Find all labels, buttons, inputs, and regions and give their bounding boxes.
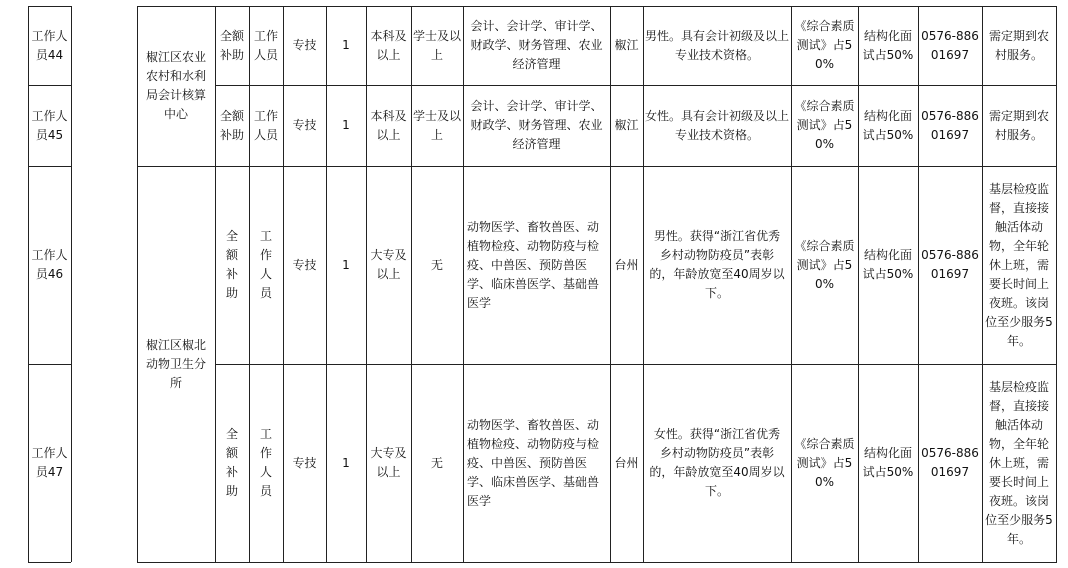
hukou-cell: 椒江 — [614, 118, 639, 132]
funding-cell: 全额补助 — [225, 427, 238, 498]
interview-cell: 结构化面试占50% — [862, 28, 914, 62]
major-cell: 会计、会计学、审计学、财政学、财务管理、农业经济管理 — [470, 99, 603, 151]
interview-cell: 结构化面试占50% — [862, 108, 914, 142]
grid-line — [249, 6, 250, 562]
grid-line — [1056, 6, 1057, 562]
post-class-cell: 专技 — [292, 257, 317, 272]
grid-line — [215, 85, 1057, 86]
grid-line — [137, 6, 138, 562]
major-cell: 会计、会计学、审计学、财政学、财务管理、农业经济管理 — [470, 19, 603, 71]
count-cell: 1 — [342, 118, 350, 132]
requirements-cell: 女性。具有会计初级及以上专业技术资格。 — [645, 108, 790, 142]
position-cell: 工作人员46 — [31, 248, 68, 281]
grid-line — [326, 6, 327, 562]
written-exam-cell: 《综合素质测试》占50% — [794, 99, 855, 151]
funding-cell: 全额补助 — [225, 229, 238, 300]
education-cell: 本科及以上 — [370, 108, 407, 142]
grid-line — [28, 85, 71, 86]
grid-line — [215, 6, 216, 562]
grid-line — [411, 6, 412, 562]
phone-cell: 0576-88601697 — [921, 108, 979, 142]
grid-line — [283, 6, 284, 562]
degree-cell: 无 — [430, 455, 443, 470]
phone-cell: 0576-88601697 — [921, 248, 979, 281]
post-class-cell: 专技 — [292, 118, 317, 132]
phone-cell: 0576-88601697 — [921, 446, 979, 479]
requirements-cell: 男性。具有会计初级及以上专业技术资格。 — [645, 28, 790, 62]
grid-line — [28, 166, 71, 167]
education-cell: 大专及以上 — [370, 446, 407, 479]
unit-cell: 椒江区农业农村和水利局会计核算中心 — [145, 50, 206, 121]
staff-type-cell: 工作人员 — [259, 427, 272, 498]
grid-line — [71, 6, 72, 562]
notes-cell: 基层检疫监督，直接接触活体动物，全年轮休上班，需要长时间上夜班。该岗位至少服务5年。 — [985, 379, 1053, 546]
degree-cell: 学士及以上 — [413, 28, 462, 62]
grid-line — [610, 6, 611, 562]
count-cell: 1 — [342, 455, 350, 470]
post-class-cell: 专技 — [292, 38, 317, 52]
requirements-cell: 女性。获得“浙江省优秀乡村动物防疫员”表彰的，年龄放宽至40周岁以下。 — [649, 427, 785, 498]
unit-cell: 椒江区椒北动物卫生分所 — [145, 337, 206, 390]
grid-line — [858, 6, 859, 562]
grid-line — [137, 6, 1057, 7]
grid-line — [137, 562, 1057, 563]
count-cell: 1 — [342, 38, 350, 52]
hukou-cell: 椒江 — [614, 38, 639, 52]
notes-cell: 需定期到农村服务。 — [988, 28, 1049, 62]
grid-line — [463, 6, 464, 562]
degree-cell: 无 — [430, 257, 443, 272]
notes-cell: 基层检疫监督，直接接触活体动物，全年轮休上班，需要长时间上夜班。该岗位至少服务5年。 — [985, 181, 1053, 348]
staff-type-cell: 工作人员 — [253, 108, 278, 142]
written-exam-cell: 《综合素质测试》占50% — [794, 19, 855, 71]
grid-line — [215, 364, 1057, 365]
grid-line — [28, 364, 71, 365]
major-cell: 动物医学、畜牧兽医、动植物检疫、动物防疫与检疫、中兽医、预防兽医学、临床兽医学、基础兽医学 — [467, 417, 600, 508]
grid-line — [28, 562, 71, 563]
grid-line — [643, 6, 644, 562]
position-cell: 工作人员47 — [31, 446, 68, 479]
grid-line — [982, 6, 983, 562]
grid-line — [366, 6, 367, 562]
hukou-cell: 台州 — [614, 455, 639, 470]
staff-type-cell: 工作人员 — [259, 229, 272, 300]
grid-line — [791, 6, 792, 562]
education-cell: 大专及以上 — [370, 248, 407, 281]
written-exam-cell: 《综合素质测试》占50% — [794, 436, 855, 489]
degree-cell: 学士及以上 — [413, 108, 462, 142]
position-cell: 工作人员44 — [31, 28, 68, 62]
hukou-cell: 台州 — [614, 257, 639, 272]
post-class-cell: 专技 — [292, 455, 317, 470]
interview-cell: 结构化面试占50% — [862, 446, 914, 479]
funding-cell: 全额补助 — [219, 108, 244, 142]
notes-cell: 需定期到农村服务。 — [988, 108, 1049, 142]
phone-cell: 0576-88601697 — [921, 28, 979, 62]
funding-cell: 全额补助 — [219, 28, 244, 62]
grid-line — [137, 166, 1057, 167]
grid-line — [28, 6, 29, 562]
interview-cell: 结构化面试占50% — [862, 248, 914, 281]
education-cell: 本科及以上 — [370, 28, 407, 62]
written-exam-cell: 《综合素质测试》占50% — [794, 238, 855, 291]
requirements-cell: 男性。获得“浙江省优秀乡村动物防疫员”表彰的，年龄放宽至40周岁以下。 — [649, 229, 785, 300]
count-cell: 1 — [342, 257, 350, 272]
position-cell: 工作人员45 — [31, 108, 68, 142]
grid-line — [28, 6, 71, 7]
major-cell: 动物医学、畜牧兽医、动植物检疫、动物防疫与检疫、中兽医、预防兽医学、临床兽医学、基础兽医学 — [467, 219, 600, 310]
grid-line — [918, 6, 919, 562]
staff-type-cell: 工作人员 — [253, 28, 278, 62]
